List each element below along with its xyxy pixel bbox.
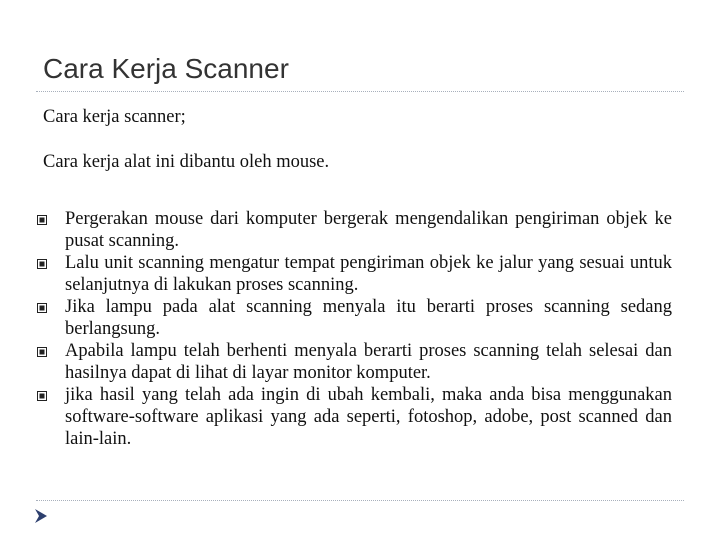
footer-divider [36, 500, 684, 501]
next-slide-arrow-icon[interactable] [33, 508, 49, 524]
bullet-item-1 [37, 208, 672, 252]
square-bullet-icon [37, 259, 47, 269]
square-bullet-icon [37, 215, 47, 225]
bullet-text: Jika lampu pada alat scanning menyala itu berarti proses scanning sedang berlangsung. [65, 297, 672, 339]
intro-line-2: Cara kerja alat ini dibantu oleh mouse. [43, 152, 330, 172]
square-bullet-icon [37, 303, 47, 313]
slide-title: Cara Kerja Scanner [43, 53, 289, 84]
bullet-text: Apabila lampu telah berhenti menyala berarti proses scanning telah selesai dan hasilnya dapat di lihat di layar monitor komputer. [65, 341, 672, 383]
bullet-text: Pergerakan mouse dari komputer bergerak mengendalikan pengiriman objek ke pusat scanning. [65, 209, 672, 251]
intro-line-1: Cara kerja scanner; [43, 107, 186, 127]
bullet-item-3 [37, 296, 672, 340]
title-divider [36, 91, 684, 92]
bullet-list [37, 208, 672, 450]
bullet-item-2 [37, 252, 672, 296]
square-bullet-icon [37, 347, 47, 357]
square-bullet-icon [37, 391, 47, 401]
bullet-item-5 [37, 384, 672, 450]
bullet-text: jika hasil yang telah ada ingin di ubah kembali, maka anda bisa menggunakan software-software aplikasi yang ada seperti, fotoshop, adobe, post scanned dan lain-lain. [65, 385, 672, 449]
bullet-text: Lalu unit scanning mengatur tempat pengiriman objek ke jalur yang sesuai untuk selanjutnya di lakukan proses scanning. [65, 253, 672, 295]
bullet-item-4 [37, 340, 672, 384]
